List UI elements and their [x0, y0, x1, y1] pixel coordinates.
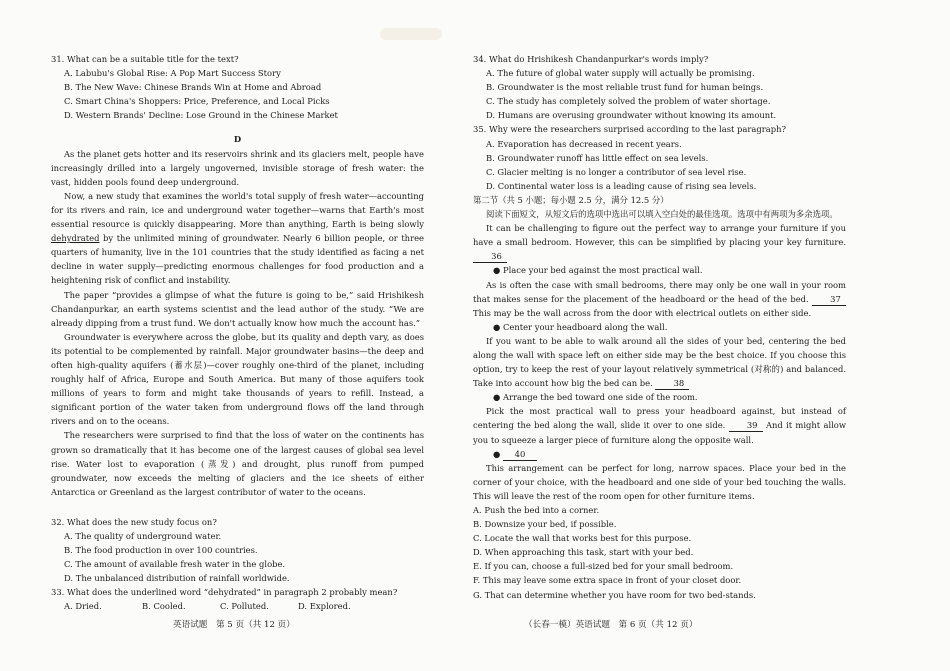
section-2-instructions: 阅读下面短文，从短文后的选项中选出可以填入空白处的最佳选项。选项中有两项为多余选项。 — [486, 209, 838, 220]
cloze-heading-1: ● Place your bed against the most practical wall. — [493, 265, 703, 276]
blank-37: 37 — [812, 294, 846, 306]
paragraph-2-part-2: by the unlimited mining of groundwater. Nearly 6 billion people, or three quarters of humanity, live in the 101 countries that the study identified as facing a net decline in water supply—predicting enormous challenges for food production and a heightening risk of conflict and instability. — [51, 233, 424, 286]
q33-option-c: C. Polluted. — [220, 601, 269, 612]
cloze-paragraph-4 — [473, 404, 846, 446]
right-page-footer: （长春一模）英语试题 第 6 页（共 12 页） — [524, 620, 698, 630]
cloze-paragraph-3 — [473, 334, 846, 390]
cloze-paragraph-1 — [473, 221, 846, 263]
cloze-heading-3: ● Arrange the bed toward one side of the room. — [493, 392, 698, 403]
q34-option-c: C. The study has completely solved the problem of water shortage. — [486, 96, 771, 107]
cloze-p2-text-b: This may be the wall across from the door with electrical outlets on either side. — [473, 307, 812, 318]
blank-38: 38 — [655, 378, 689, 390]
underlined-word: dehydrated — [51, 233, 100, 244]
q34-option-a: A. The future of global water supply will actually be promising. — [486, 68, 755, 79]
cloze-p1-text: It can be challenging to figure out the perfect way to arrange your furniture if you have a small bedroom. However, this can be simplified by placing your key furniture. — [473, 223, 846, 248]
q32-option-c: C. The amount of available fresh water in the globe. — [64, 559, 286, 570]
bullet-dot: ● — [493, 448, 501, 459]
choice-g: G. That can determine whether you have room for two bed-stands. — [473, 589, 756, 600]
paragraph-2-part-1: Now, a new study that examines the world's total supply of fresh water—accounting for its rivers and rain, ice and underground water together—warns that Earth's most essential resource is quickly disappearing. More than anything, Earth is being slowly — [51, 190, 424, 230]
passage-paragraph-4: Groundwater is everywhere across the globe, but its quality and depth vary, as does its potential to be complemented by rainfall. Major groundwater basins—the deep and often high-quality aquifers (蓄水层)—cover roughly one-third of the planet, including roughly half of Africa, Europe and South America. But many of those aquifers took millions of years to form and might take thousands of years to refill. Instead, a significant portion of the water taken from underground flows off the land through rivers and on to the oceans. — [51, 331, 424, 427]
blank-40: 40 — [503, 449, 537, 461]
q33-option-b: B. Cooled. — [142, 601, 186, 612]
left-page — [51, 52, 424, 614]
q33-option-a: A. Dried. — [64, 601, 102, 612]
q31-option-d: D. Western Brands' Decline: Lose Ground in the Chinese Market — [64, 110, 338, 121]
section-2-heading: 第二节（共 5 小题；每小题 2.5 分，满分 12.5 分） — [473, 194, 669, 205]
q31-option-b: B. The New Wave: Chinese Brands Win at Home and Abroad — [64, 82, 322, 93]
q31-stem: 31. What can be a suitable title for the text? — [51, 54, 239, 64]
q34-option-d: D. Humans are overusing groundwater without knowing its amount. — [486, 110, 777, 121]
choice-e: E. If you can, choose a full-sized bed for your small bedroom. — [473, 561, 734, 572]
cloze-p2-text-a: As is often the case with small bedrooms, there may only be one wall in your room that makes sense for the placement of the headboard or the head of the bed. — [473, 279, 846, 304]
cloze-heading-2: ● Center your headboard along the wall. — [493, 321, 668, 332]
q34-stem: 34. What do Hrishikesh Chandanpurkar's words imply? — [473, 54, 709, 64]
right-page — [473, 52, 846, 602]
cloze-p4-text-a: Pick the most practical wall to press your headboard against, but instead of centering the bed along the wall, slide it over to one side. — [473, 406, 846, 431]
q35-stem: 35. Why were the researchers surprised according to the last paragraph? — [473, 124, 787, 135]
q35-option-d: D. Continental water loss is a leading cause of rising sea levels. — [486, 180, 757, 191]
blank-36: 36 — [473, 251, 507, 263]
cloze-paragraph-5: This arrangement can be perfect for long, narrow spaces. Place your bed in the corner of your choice, with the headboard and one side of your bed touching the walls. This will leave the rest of the room open for other furniture items. — [473, 462, 846, 501]
cloze-heading-4 — [473, 447, 846, 461]
blank-39: 39 — [729, 420, 763, 432]
q33-options — [51, 599, 424, 613]
choice-a: A. Push the bed into a corner. — [473, 505, 600, 515]
choice-b: B. Downsize your bed, if possible. — [473, 519, 617, 530]
passage-d-title: D — [233, 134, 242, 145]
passage-paragraph-5: The researchers were surprised to find that the loss of water on the continents has grown so dramatically that it has become one of the largest causes of global sea level rise. Water lost to evaporation (蒸发) and drought, plus runoff from pumped groundwater, now exceeds the melting of glaciers and the ice sheets of either Antarctica or Greenland as the largest contributor of water to the oceans. — [51, 430, 424, 497]
passage-paragraph-2 — [51, 189, 424, 288]
q33-stem: 33. What does the underlined word “dehydrated” in paragraph 2 probably mean? — [51, 587, 398, 598]
q35-option-b: B. Groundwater runoff has little effect on sea levels. — [486, 152, 709, 163]
q35-option-a: A. Evaporation has decreased in recent years. — [486, 138, 682, 149]
q31-option-c: C. Smart China's Shoppers: Price, Preference, and Local Picks — [64, 96, 330, 107]
choice-d: D. When approaching this task, start with your bed. — [473, 547, 694, 558]
passage-paragraph-1: As the planet gets hotter and its reservoirs shrink and its glaciers melt, people have increasingly drilled into a largely ungoverned, invisible storage of fresh water: the vast, hidden pools found deep underground. — [51, 148, 424, 187]
cloze-paragraph-2 — [473, 278, 846, 320]
q31-option-a: A. Labubu's Global Rise: A Pop Mart Success Story — [64, 68, 281, 79]
cloze-p4-text-b: And it might allow you to squeeze a larger piece of furniture along the opposite wall. — [473, 420, 847, 445]
cloze-p3-text: If you want to be able to walk around all the sides of your bed, centering the bed along the wall with space left on either side may be the best choice. If you choose this option, try to keep the rest of your layout relatively symmetrical (对称的) and balanced. Take into account how big the bed can be. — [473, 335, 846, 389]
q32-stem: 32. What does the new study focus on? — [51, 516, 217, 527]
q35-option-c: C. Glacier melting is no longer a contributor of sea level rise. — [486, 166, 747, 177]
left-page-footer: 英语试题 第 5 页（共 12 页） — [173, 620, 295, 630]
q34-option-b: B. Groundwater is the most reliable trust fund for human beings. — [486, 82, 764, 93]
q33-option-d: D. Explored. — [298, 601, 351, 612]
q32-option-b: B. The food production in over 100 countries. — [64, 545, 258, 556]
q32-option-d: D. The unbalanced distribution of rainfall worldwide. — [64, 573, 290, 584]
passage-paragraph-3: The paper “provides a glimpse of what the future is going to be,” said Hrishikesh Chandanpurkar, an earth systems scientist and the lead author of the study. “We are already dipping from a trust fund. We don't actually know how much the account has.” — [51, 289, 424, 328]
scan-smudge — [380, 28, 442, 40]
choice-f: F. This may leave some extra space in front of your closet door. — [473, 575, 742, 586]
q32-option-a: A. The quality of underground water. — [64, 531, 222, 541]
choice-c: C. Locate the wall that works best for this purpose. — [473, 533, 692, 544]
